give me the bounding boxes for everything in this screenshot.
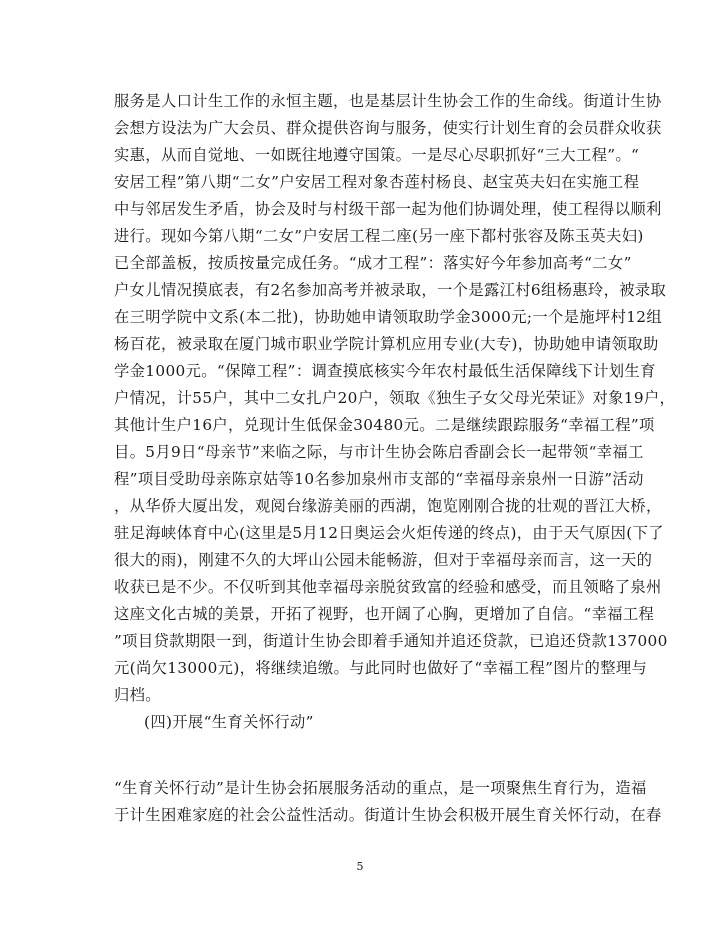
body-line: ”项目贷款期限一到，街道计生协会即着手通知并追还贷款，已追还贷款137000 <box>114 632 668 650</box>
body-line: 很大的雨)，刚建不久的大坪山公园未能畅游，但对于幸福母亲而言，这一天的 <box>114 551 653 569</box>
body-line: ，从华侨大厦出发，观阅台缘游美丽的西湖，饱览刚刚合拢的壮观的晋江大桥， <box>114 497 662 515</box>
body-line: 于计生困难家庭的社会公益性活动。街道计生协会积极开展生育关怀行动，在春 <box>114 806 662 824</box>
body-line: 程”项目受助母亲陈京姑等10名参加泉州市支部的“幸福母亲泉州一日游”活动 <box>114 470 644 488</box>
paragraph-gap <box>114 736 608 775</box>
body-line: 归档。 <box>114 686 161 704</box>
body-line: 服务是人口计生工作的永恒主题，也是基层计生协会工作的生命线。街道计生协 <box>114 92 662 110</box>
body-line: 这座文化古城的美景，开拓了视野，也开阔了心胸，更增加了自信。“幸福工程 <box>114 605 655 623</box>
body-line: 已全部盖板，按质按量完成任务。“成才工程”：落实好今年参加高考“二女” <box>114 254 632 272</box>
body-line: 中与邻居发生矛盾，协会及时与村级干部一起为他们协调处理，使工程得以顺利 <box>114 200 662 218</box>
body-line: 在三明学院中文系(本二批)，协助她申请领取助学金3000元;一个是施坪村12组 <box>114 308 663 326</box>
body-line: 安居工程”第八期“二女”户安居工程对象杏莲村杨良、赵宝英夫妇在实施工程 <box>114 173 640 191</box>
body-line: 户情况，计55户，其中二女扎户20户，领取《独生子女父母光荣证》对象19户， <box>114 389 676 407</box>
body-line: 进行。现如今第八期“二女”户安居工程二座(另一座下都村张容及陈玉英夫妇) <box>114 227 644 245</box>
section-heading: (四)开展“生育关怀行动” <box>144 713 314 731</box>
body-line: 元(尚欠13000元)，将继续追缴。与此同时也做好了“幸福工程”图片的整理与 <box>114 659 648 677</box>
body-line: 驻足海峡体育中心(这里是5月12日奥运会火炬传递的终点)，由于天气原因(下了 <box>114 524 664 542</box>
page-number: 5 <box>356 860 364 873</box>
body-line: 实惠，从而自觉地、一如既往地遵守国策。一是尽心尽职抓好“三大工程”。“ <box>114 146 640 164</box>
body-line: 收获已是不少。不仅听到其他幸福母亲脱贫致富的经验和感受，而且领略了泉州 <box>114 578 662 596</box>
body-line: 会想方设法为广大会员、群众提供咨询与服务，使实行计划生育的会员群众收获 <box>114 119 662 137</box>
document-body <box>114 88 676 829</box>
body-line: 目。5月9日“母亲节”来临之际，与市计生协会陈启香副会长一起带领“幸福工 <box>114 443 644 461</box>
body-line: “生育关怀行动”是计生协会拓展服务活动的重点，是一项聚焦生育行为，造福 <box>114 779 647 797</box>
body-line: 学金1000元。“保障工程”：调查摸底核实今年农村最低生活保障线下计划生育 <box>114 362 656 380</box>
body-line: 户女儿情况摸底表，有2名参加高考并被录取，一个是露江村6组杨惠玲，被录取 <box>114 281 667 299</box>
body-line: 其他计生户16户，兑现计生低保金30480元。二是继续跟踪服务“幸福工程”项 <box>114 416 655 434</box>
body-line: 杨百花，被录取在厦门城市职业学院计算机应用专业(大专)，协助她申请领取助 <box>114 335 659 353</box>
